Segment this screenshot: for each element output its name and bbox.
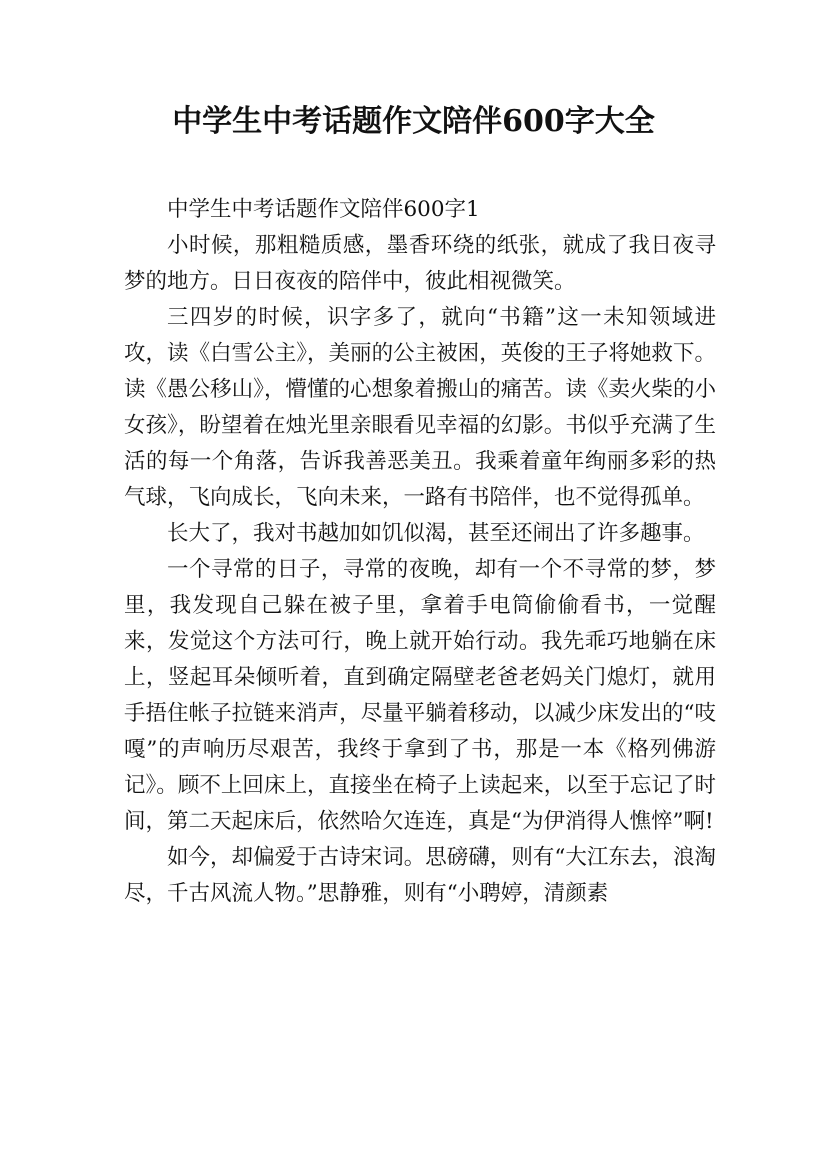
paragraph-1: 小时候，那粗糙质感，墨香环绕的纸张，就成了我日夜寻梦的地方。日日夜夜的陪伴中，彼此相视微笑。 [124,233,716,294]
essay-subtitle: 中学生中考话题作文陪伴600字1 [167,197,480,222]
document-body [124,192,716,912]
paragraph-4: 一个寻常的日子，寻常的夜晚，却有一个不寻常的梦，梦里，我发现自己躲在被子里，拿着手电筒偷偷看书，一觉醒来，发觉这个方法可行，晚上就开始行动。我先乖巧地躺在床上，竖起耳朵倾听着，直到确定隔壁老爸老妈关门熄灯，就用手捂住帐子拉链来消声，尽量平躺着移动，以减少床发出的“吱嘎”的声响历尽艰苦，我终于拿到了书，那是一本《格列佛游记》。顾不上回床上，直接坐在椅子上读起来，以至于忘记了时间，第二天起床后，依然哈欠连连，真是“为伊消得人憔悴”啊! [124,557,716,834]
paragraph-3: 长大了，我对书越加如饥似渴，甚至还闹出了许多趣事。 [167,521,705,546]
paragraph-5: 如今，却偏爱于古诗宋词。思磅礴，则有“大江东去，浪淘尽，千古风流人物。”思静雅，则有“小聘婷，清颜素 [124,845,716,906]
paragraph-2: 三四岁的时候，识字多了，就向“书籍”这一未知领域进攻，读《白雪公主》，美丽的公主被困，英俊的王子将她救下。读《愚公移山》，懵懂的心想象着搬山的痛苦。读《卖火柴的小女孩》，盼望着在烛光里亲眼看见幸福的幻影。书似乎充满了生活的每一个角落，告诉我善恶美丑。我乘着童年绚丽多彩的热气球，飞向成长，飞向未来，一路有书陪伴，也不觉得孤单。 [124,305,716,510]
document-title: 中学生中考话题作文陪伴600字大全 [172,104,655,139]
